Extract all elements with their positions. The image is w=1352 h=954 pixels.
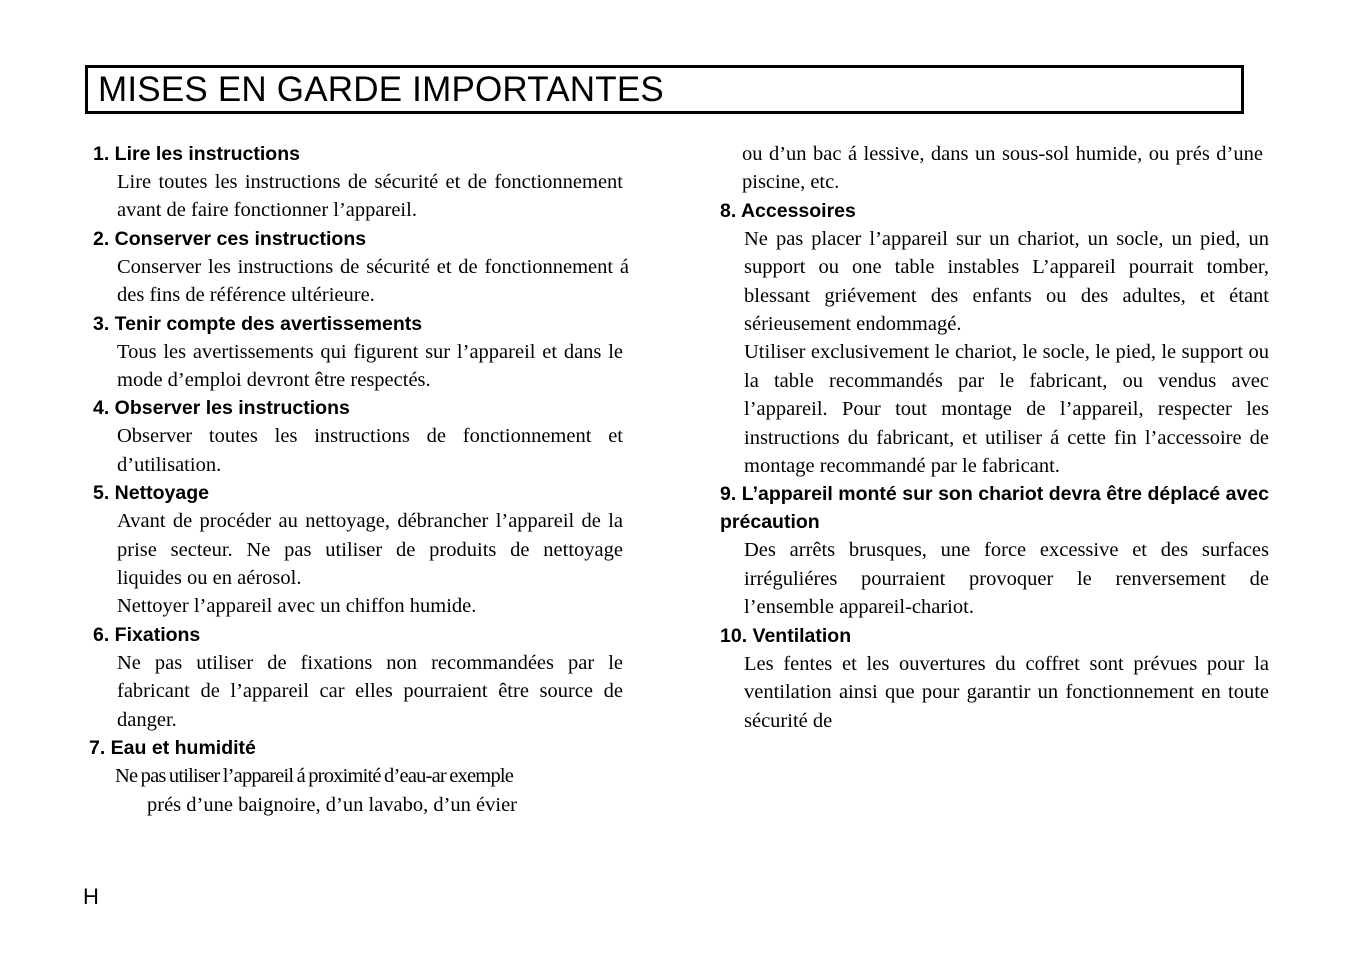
section-text-2: Nettoyer l’appareil avec un chiffon humide. — [117, 595, 477, 618]
title-box — [85, 65, 1244, 114]
section-text-2: Utiliser exclusivement le chariot, le socle, le pied, le support ou la table recommandés par le fabricant, ou vendus avec l’appareil. Pour tout montage de l’appareil, respecter les instructions du fabricant, et utiliser á cette fin l’accessoire de montage recommandé par le fabricant. — [744, 341, 1269, 478]
section-4 — [93, 394, 623, 479]
left-column — [89, 140, 629, 819]
page-marker: H — [83, 884, 99, 909]
section-9 — [720, 480, 1269, 621]
section-heading: 10. Ventilation — [720, 624, 852, 647]
section-heading: 3. Tenir compte des avertissements — [93, 312, 423, 335]
section-heading: 1. Lire les instructions — [93, 143, 300, 165]
section-heading: 5. Nettoyage — [93, 482, 209, 505]
section-text: Avant de procéder au nettoyage, débrancher l’appareil de la prise secteur. Ne pas utiliser de produits de nettoyage liquides ou en aérosol. — [117, 510, 623, 590]
section-text: Ne pas utiliser de fixations non recommandées par le fabricant de l’appareil car elles pourraient être source de danger. — [117, 651, 623, 731]
section-10 — [720, 622, 1269, 735]
section-text-2: prés d’une baignoire, d’un lavabo, d’un évier — [147, 793, 518, 816]
section-heading: 6. Fixations — [93, 623, 201, 646]
section-heading: 8. Accessoires — [720, 199, 856, 222]
section-text: Les fentes et les ouvertures du coffret sont prévues pour la ventilation ainsi que pour garantir un fonctionnement en toute sécurité de — [744, 652, 1269, 732]
page-title: MISES EN GARDE IMPORTANTES — [98, 70, 664, 109]
section-8 — [720, 197, 1269, 481]
section-2 — [93, 225, 629, 310]
section-6 — [93, 621, 623, 734]
section-text: Des arrêts brusques, une force excessive et des surfaces irréguliéres pourraient provoquer le renversement de l’ensemble appareil-chariot. — [744, 539, 1269, 619]
section-5 — [93, 479, 623, 621]
section-text: Lire toutes les instructions de sécurité et de fonctionnement avant de faire fonctionner l’appareil. — [117, 171, 623, 222]
section-heading: 7. Eau et humidité — [89, 737, 256, 760]
continuation-text: ou d’un bac á lessive, dans un sous-sol humide, ou prés d’une piscine, etc. — [742, 143, 1263, 194]
right-column — [720, 140, 1269, 735]
section-text: Ne pas placer l’appareil sur un chariot, un socle, un pied, un support ou one table instables L’appareil pourrait tomber, blessant griévement des enfants ou des adultes, et étant sérieusement endommagé. — [744, 227, 1269, 336]
section-text: Ne pas utiliser l’appareil á proximité d’eau-ar exemple — [115, 765, 514, 788]
section-7 — [89, 734, 623, 819]
section-3 — [93, 310, 623, 395]
section-text: Tous les avertissements qui figurent sur l’appareil et dans le mode d’emploi devront être respectés. — [117, 340, 623, 392]
section-heading: 4. Observer les instructions — [93, 397, 350, 420]
section-heading: 9. L’appareil monté sur son chariot devra être déplacé avec précaution — [720, 483, 1269, 534]
section-1 — [93, 140, 623, 225]
section-text: Conserver les instructions de sécurité et de fonctionnement á des fins de référence ultérieure. — [117, 255, 629, 307]
section-text: Observer toutes les instructions de fonctionnement et d’utilisation. — [117, 425, 623, 476]
section-heading: 2. Conserver ces instructions — [93, 227, 367, 250]
